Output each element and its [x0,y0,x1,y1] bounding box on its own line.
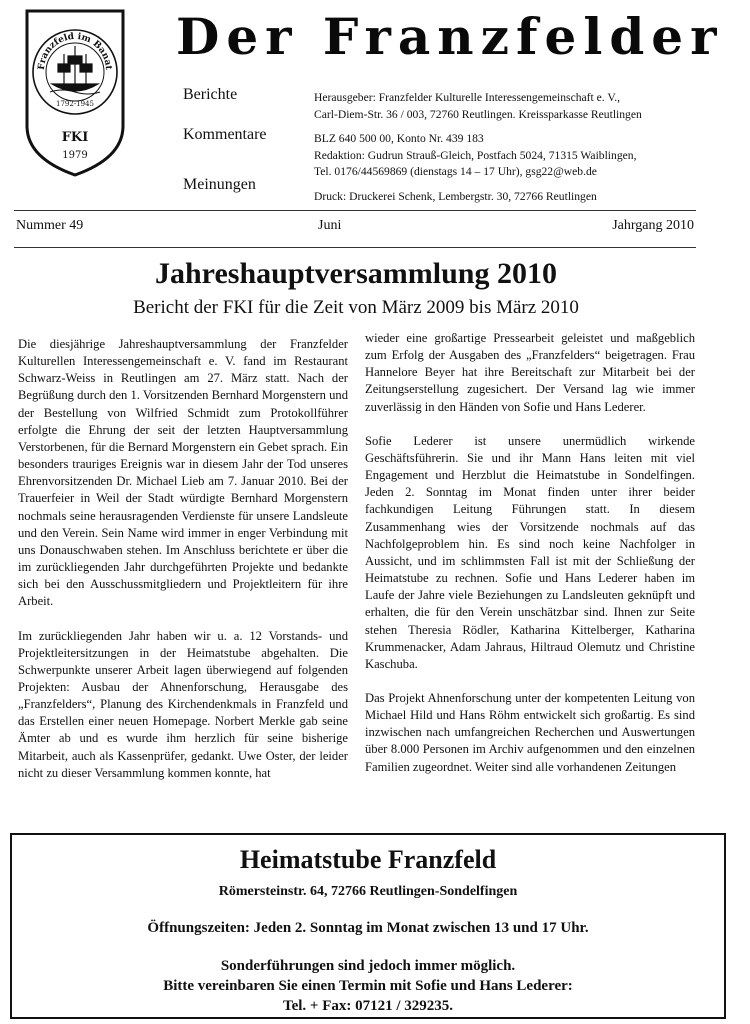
issue-month: Juni [318,218,342,233]
imprint-editor: Redaktion: Gudrun Strauß-Gleich, Postfach 5024, 71315 Waiblingen, [314,148,637,162]
article-paragraph: Sofie Lederer ist unsere unermüdlich wirkende Geschäftsführerin. Sie und ihr Mann Hans leiten mit viel Engagement und Herzblut die Heimatstube in Sondelfingen. Jeden 2. Sonntag im Monat finden unter ihrer beider fachkundigen Leitung Führungen statt. In diesem Zusammenhang wies der Vorsitzende nochmals auf das Nachfolgeproblem hin. Es sind noch keine Nachfolger in Aussicht, und im schlimmsten Fall ist mit der Schließung der Heimatstube zu rechnen. Sofie und Hans Lederer haben im Laufe der Jahre viele Beziehungen zu Landsleuten geknüpft und erhalten, die für den Verein unschätzbar sind. Ihnen zur Seite stehen Theresia Rödler, Katharina Kittelberger, Katharina Krummenacker, Adam Jahraus, Hiltraud Olemutz und Christine Kaschuba. [365,433,695,671]
logo-initials: FKI [61,130,89,145]
section-meinungen: Meinungen [183,176,256,193]
article-paragraph: wieder eine großartige Pressearbeit geleistet und maßgeblich zum Erfolg der Ausgaben des „Franzfelders“ beigetragen. Frau Hannelore Beyer hat ihre Bereitschaft zur Mitarbeit bei der Zeitungserstellung zugesichert. Der Versand lag wie immer zuverlässig in den Händen von Sofie und Hans Lederer. [365,331,695,414]
notice-line-3: Tel. + Fax: 07121 / 329235. [282,998,454,1014]
issue-year: Jahrgang 2010 [612,218,694,233]
divider-top [14,210,696,211]
article-column-right [365,330,695,816]
article-paragraph: Die diesjährige Jahreshauptversammlung der Franzfelder Kulturellen Interessengemeinschaft e. V. fand im Restaurant Schwarz-Weiss in Reutlingen am 27. März statt. Nach der Begrüßung durch den 1. Vorsitzenden Bernhard Morgenstern und der Bestellung von Wilfried Schmidt zum Protokollführer erfolgte die Ehrung der seit der letzten Hauptversammlung Verstorbenen, für die Bernard Morgenstern ein Gebet sprach. Ein besonders trauriges Ereignis war in diesem Jahr der Tod unseres Ehrenvorsitzenden Dr. Michael Lieb am 7. Januar 2010. Bei der Trauerfeier in Weil der Stadt würdigte Bernhard Morgenstern nochmals seine herausragenden Verdienste für unsere Landsleute und den Verein. Sein Name wird immer in enger Verbindung mit uns Donauschwaben stehen. Im Anschluss berichtete er über die im zurückliegenden Jahr durchgeführten Projekte und bedankte sich bei den Ausschussmitgliedern und Projektleitern für ihre Arbeit. [18,337,348,609]
heimatstube-notice [10,833,726,1019]
section-kommentare: Kommentare [183,126,267,143]
notice-line-1: Sonderführungen sind jedoch immer möglich. [220,958,516,974]
imprint-publisher: Herausgeber: Franzfelder Kulturelle Interessengemeinschaft e. V., [314,91,621,104]
notice-title: Heimatstube Franzfeld [239,845,497,874]
imprint-print: Druck: Druckerei Schenk, Lembergstr. 30, 72766 Reutlingen [314,189,597,203]
article-paragraph: Im zurückliegenden Jahr haben wir u. a. 12 Vorstands- und Projektleitersitzungen in der Heimatstube abgehalten. Die Schwerpunkte unserer Arbeit lagen überwiegend auf folgenden Projekten: Ausbau der Ahnenforschung, Herausgabe des „Franzfelders“, Planung des Kirchendenkmals in Franzfeld und das Erstellen einer neuen Homepage. Norbert Merkle gab seine Ämter ab und es wurde ihm herzlich für seine bisherige Mitarbeit, auch als Kassenprüfer, gedankt. Uwe Oster, der leider nicht zu dieser Versammlung kommen konnte, hat [18,628,348,780]
notice-line-2: Bitte vereinbaren Sie einen Termin mit Sofie und Hans Lederer: [163,978,573,994]
masthead-title: Der Franzfelder [176,7,724,66]
issue-number: Nummer 49 [16,218,84,233]
imprint-phone: Tel. 0176/44569869 (dienstags 14 – 17 Uhr), gsg22@web.de [314,165,597,178]
fki-logo [24,8,126,178]
logo-years: 1792-1945 [56,100,94,108]
notice-address: Römersteinstr. 64, 72766 Reutlingen-Sondelfingen [218,884,518,899]
section-berichte: Berichte [183,86,238,103]
article-subtitle: Bericht der FKI für die Zeit von März 2009 bis März 2010 [133,297,579,318]
logo-founded: 1979 [62,150,88,161]
issue-bar [16,218,694,238]
logo-arc-text: Franzfeld im Banat [36,31,114,71]
article-paragraph: Das Projekt Ahnenforschung unter der kompetenten Leitung von Michael Hild und Hans Röhm entwickelt sich großartig. Es sind inzwischen nach umfangreichen Recherchen und Auswertungen über 8.000 Personen im Archiv aufgenommen und den einzelnen Familien zugeordnet. Weiter sind alle vorhandenen Zeitungen [365,690,695,774]
notice-hours: Öffnungszeiten: Jeden 2. Sonntag im Monat zwischen 13 und 17 Uhr. [147,920,589,936]
divider-bottom [14,247,696,248]
imprint-address: Carl-Diem-Str. 36 / 003, 72760 Reutlingen. Kreissparkasse Reutlingen [314,107,642,121]
article-title: Jahreshauptversammlung 2010 [155,257,557,290]
article-column-left [18,336,348,822]
imprint-bank: BLZ 640 500 00, Konto Nr. 439 183 [314,132,484,145]
imprint [314,90,744,205]
